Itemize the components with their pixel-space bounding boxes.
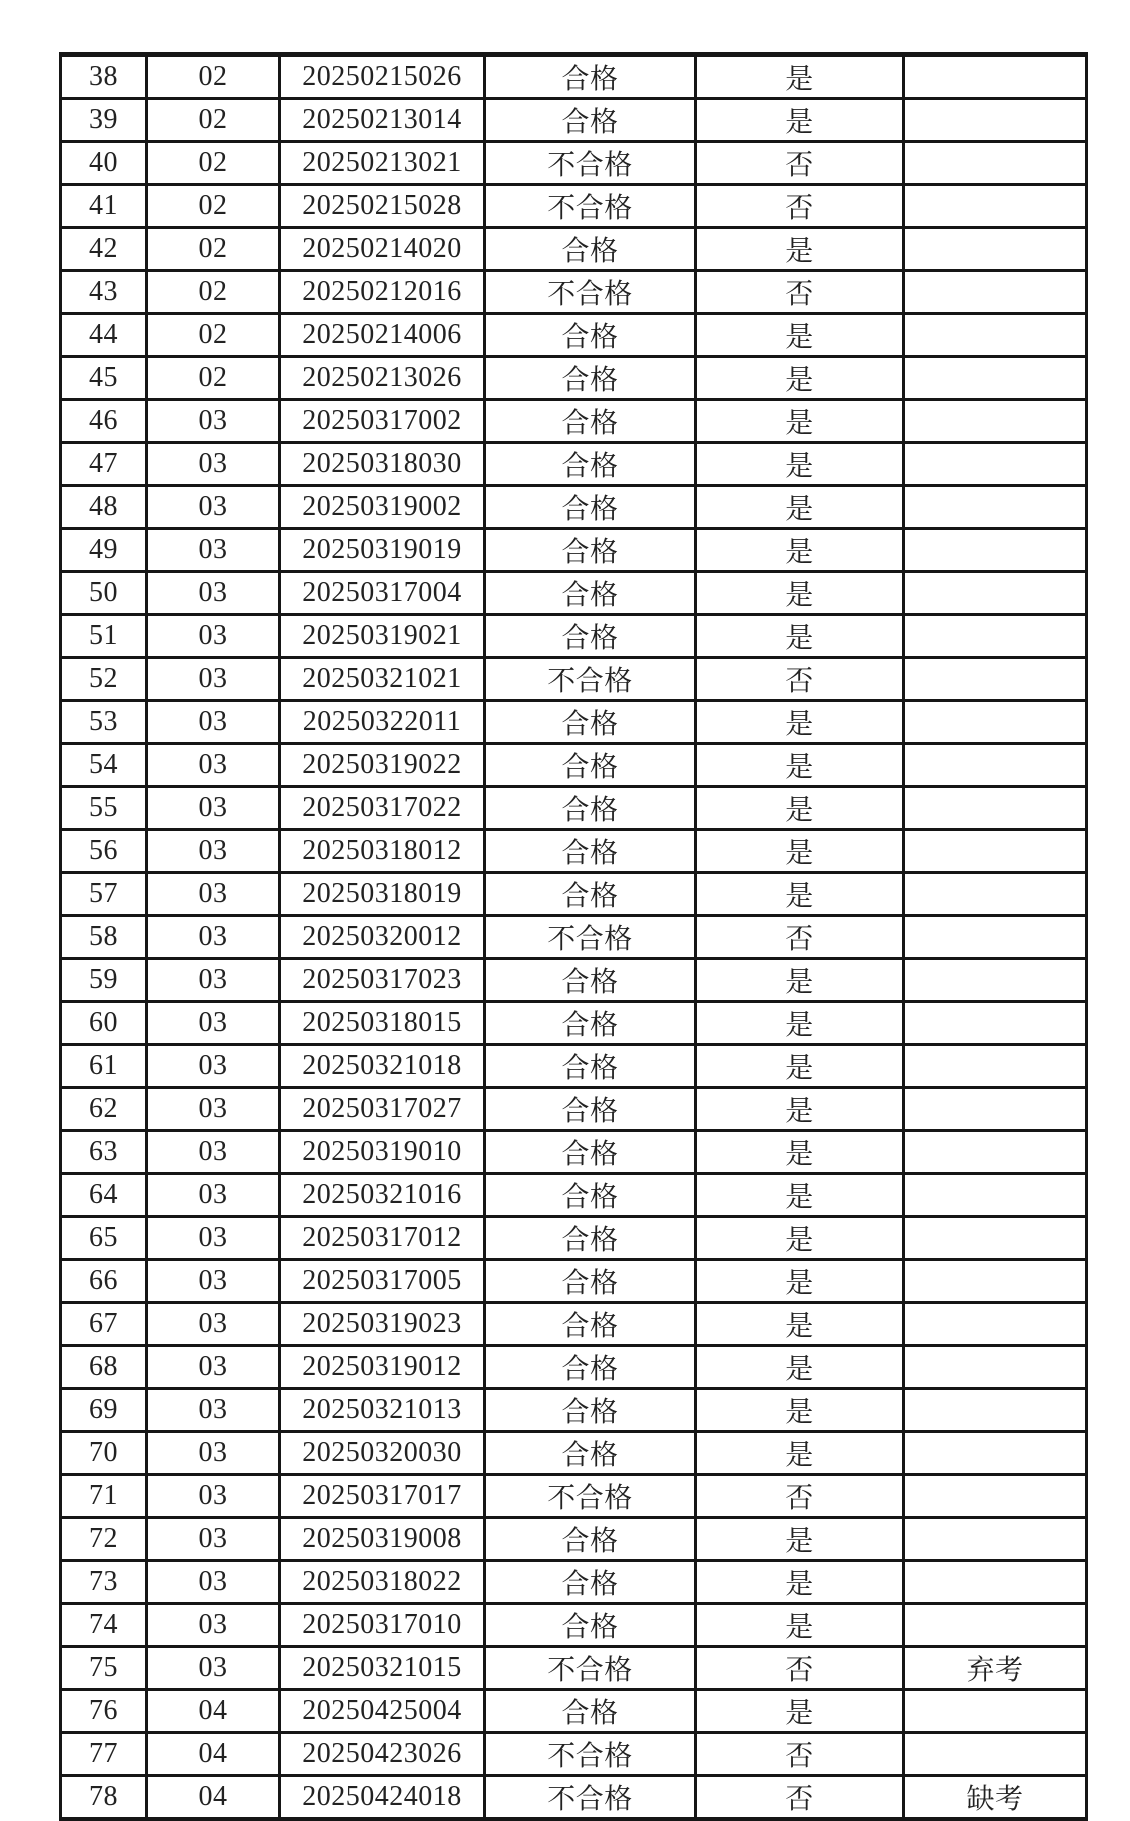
cell-index: 59 bbox=[61, 959, 147, 1002]
cell-exam-id: 20250215028 bbox=[280, 185, 485, 228]
cell-index: 72 bbox=[61, 1518, 147, 1561]
cell-index: 46 bbox=[61, 400, 147, 443]
cell-result: 合格 bbox=[485, 314, 696, 357]
cell-remark bbox=[904, 658, 1087, 701]
cell-group-code: 03 bbox=[147, 1303, 280, 1346]
cell-result: 合格 bbox=[485, 1217, 696, 1260]
cell-exam-id: 20250317012 bbox=[280, 1217, 485, 1260]
cell-group-code: 03 bbox=[147, 787, 280, 830]
cell-remark bbox=[904, 744, 1087, 787]
cell-result: 不合格 bbox=[485, 916, 696, 959]
cell-exam-id: 20250214006 bbox=[280, 314, 485, 357]
cell-qualified: 否 bbox=[696, 658, 904, 701]
cell-result: 合格 bbox=[485, 615, 696, 658]
cell-index: 77 bbox=[61, 1733, 147, 1776]
cell-qualified: 是 bbox=[696, 1346, 904, 1389]
cell-group-code: 03 bbox=[147, 1002, 280, 1045]
cell-exam-id: 20250319008 bbox=[280, 1518, 485, 1561]
cell-result: 合格 bbox=[485, 1518, 696, 1561]
cell-result: 合格 bbox=[485, 1432, 696, 1475]
cell-result: 合格 bbox=[485, 357, 696, 400]
cell-exam-id: 20250319022 bbox=[280, 744, 485, 787]
cell-remark bbox=[904, 1432, 1087, 1475]
cell-index: 60 bbox=[61, 1002, 147, 1045]
cell-index: 71 bbox=[61, 1475, 147, 1518]
cell-remark: 缺考 bbox=[904, 1776, 1087, 1820]
cell-group-code: 03 bbox=[147, 1045, 280, 1088]
cell-index: 45 bbox=[61, 357, 147, 400]
cell-qualified: 是 bbox=[696, 529, 904, 572]
cell-qualified: 是 bbox=[696, 1174, 904, 1217]
cell-qualified: 是 bbox=[696, 615, 904, 658]
cell-remark bbox=[904, 1733, 1087, 1776]
cell-group-code: 03 bbox=[147, 486, 280, 529]
cell-exam-id: 20250318012 bbox=[280, 830, 485, 873]
table-row bbox=[61, 99, 1087, 142]
cell-group-code: 03 bbox=[147, 400, 280, 443]
cell-exam-id: 20250213026 bbox=[280, 357, 485, 400]
cell-qualified: 是 bbox=[696, 959, 904, 1002]
cell-remark bbox=[904, 916, 1087, 959]
cell-qualified: 是 bbox=[696, 1131, 904, 1174]
cell-remark bbox=[904, 228, 1087, 271]
table-row bbox=[61, 1131, 1087, 1174]
cell-result: 合格 bbox=[485, 959, 696, 1002]
cell-result: 不合格 bbox=[485, 1776, 696, 1820]
table-row bbox=[61, 959, 1087, 1002]
cell-index: 55 bbox=[61, 787, 147, 830]
table-row bbox=[61, 1217, 1087, 1260]
cell-index: 66 bbox=[61, 1260, 147, 1303]
cell-result: 合格 bbox=[485, 1561, 696, 1604]
cell-index: 41 bbox=[61, 185, 147, 228]
cell-exam-id: 20250318030 bbox=[280, 443, 485, 486]
cell-remark bbox=[904, 1260, 1087, 1303]
cell-exam-id: 20250319023 bbox=[280, 1303, 485, 1346]
cell-qualified: 是 bbox=[696, 787, 904, 830]
cell-remark bbox=[904, 55, 1087, 99]
cell-index: 38 bbox=[61, 55, 147, 99]
cell-result: 合格 bbox=[485, 701, 696, 744]
results-table bbox=[59, 52, 1088, 1821]
cell-index: 70 bbox=[61, 1432, 147, 1475]
cell-result: 合格 bbox=[485, 787, 696, 830]
table-row bbox=[61, 228, 1087, 271]
cell-qualified: 是 bbox=[696, 1690, 904, 1733]
cell-remark bbox=[904, 1561, 1087, 1604]
cell-qualified: 是 bbox=[696, 1303, 904, 1346]
cell-result: 不合格 bbox=[485, 142, 696, 185]
cell-exam-id: 20250318019 bbox=[280, 873, 485, 916]
cell-qualified: 是 bbox=[696, 1217, 904, 1260]
cell-exam-id: 20250319021 bbox=[280, 615, 485, 658]
cell-index: 63 bbox=[61, 1131, 147, 1174]
cell-exam-id: 20250212016 bbox=[280, 271, 485, 314]
cell-exam-id: 20250319019 bbox=[280, 529, 485, 572]
table-row bbox=[61, 1647, 1087, 1690]
results-table-body bbox=[61, 55, 1087, 1820]
cell-remark bbox=[904, 1217, 1087, 1260]
cell-index: 69 bbox=[61, 1389, 147, 1432]
cell-remark bbox=[904, 615, 1087, 658]
cell-index: 51 bbox=[61, 615, 147, 658]
cell-remark bbox=[904, 271, 1087, 314]
cell-exam-id: 20250318015 bbox=[280, 1002, 485, 1045]
cell-index: 42 bbox=[61, 228, 147, 271]
cell-index: 58 bbox=[61, 916, 147, 959]
cell-group-code: 03 bbox=[147, 1260, 280, 1303]
cell-qualified: 是 bbox=[696, 1389, 904, 1432]
cell-qualified: 是 bbox=[696, 1561, 904, 1604]
cell-exam-id: 20250321016 bbox=[280, 1174, 485, 1217]
cell-group-code: 04 bbox=[147, 1690, 280, 1733]
cell-qualified: 否 bbox=[696, 185, 904, 228]
cell-group-code: 03 bbox=[147, 1432, 280, 1475]
cell-remark bbox=[904, 1604, 1087, 1647]
cell-remark bbox=[904, 1389, 1087, 1432]
cell-exam-id: 20250319002 bbox=[280, 486, 485, 529]
cell-remark bbox=[904, 1303, 1087, 1346]
cell-qualified: 是 bbox=[696, 744, 904, 787]
table-row bbox=[61, 1733, 1087, 1776]
cell-group-code: 02 bbox=[147, 357, 280, 400]
cell-exam-id: 20250317027 bbox=[280, 1088, 485, 1131]
cell-exam-id: 20250321021 bbox=[280, 658, 485, 701]
cell-group-code: 03 bbox=[147, 1346, 280, 1389]
cell-exam-id: 20250424018 bbox=[280, 1776, 485, 1820]
cell-qualified: 否 bbox=[696, 1733, 904, 1776]
cell-qualified: 是 bbox=[696, 1088, 904, 1131]
table-row bbox=[61, 185, 1087, 228]
cell-group-code: 03 bbox=[147, 1217, 280, 1260]
cell-qualified: 否 bbox=[696, 1475, 904, 1518]
cell-exam-id: 20250317017 bbox=[280, 1475, 485, 1518]
cell-result: 合格 bbox=[485, 55, 696, 99]
cell-exam-id: 20250213021 bbox=[280, 142, 485, 185]
cell-result: 不合格 bbox=[485, 271, 696, 314]
cell-exam-id: 20250215026 bbox=[280, 55, 485, 99]
cell-exam-id: 20250423026 bbox=[280, 1733, 485, 1776]
cell-group-code: 03 bbox=[147, 1518, 280, 1561]
table-row bbox=[61, 1346, 1087, 1389]
cell-group-code: 03 bbox=[147, 572, 280, 615]
cell-group-code: 02 bbox=[147, 314, 280, 357]
cell-result: 合格 bbox=[485, 400, 696, 443]
cell-result: 不合格 bbox=[485, 1733, 696, 1776]
cell-result: 合格 bbox=[485, 1174, 696, 1217]
cell-remark bbox=[904, 787, 1087, 830]
table-row bbox=[61, 357, 1087, 400]
cell-qualified: 否 bbox=[696, 142, 904, 185]
cell-remark bbox=[904, 830, 1087, 873]
cell-remark bbox=[904, 486, 1087, 529]
table-row bbox=[61, 1690, 1087, 1733]
cell-remark bbox=[904, 959, 1087, 1002]
cell-index: 47 bbox=[61, 443, 147, 486]
table-row bbox=[61, 744, 1087, 787]
cell-result: 合格 bbox=[485, 744, 696, 787]
cell-index: 73 bbox=[61, 1561, 147, 1604]
table-row bbox=[61, 1088, 1087, 1131]
cell-result: 不合格 bbox=[485, 658, 696, 701]
cell-group-code: 02 bbox=[147, 55, 280, 99]
cell-remark bbox=[904, 314, 1087, 357]
cell-remark bbox=[904, 701, 1087, 744]
cell-index: 43 bbox=[61, 271, 147, 314]
cell-qualified: 是 bbox=[696, 1045, 904, 1088]
table-row bbox=[61, 1045, 1087, 1088]
cell-qualified: 是 bbox=[696, 55, 904, 99]
table-row bbox=[61, 1303, 1087, 1346]
cell-qualified: 是 bbox=[696, 572, 904, 615]
cell-index: 64 bbox=[61, 1174, 147, 1217]
cell-group-code: 02 bbox=[147, 142, 280, 185]
table-row bbox=[61, 787, 1087, 830]
cell-qualified: 是 bbox=[696, 1432, 904, 1475]
cell-qualified: 是 bbox=[696, 701, 904, 744]
cell-result: 合格 bbox=[485, 1045, 696, 1088]
table-row bbox=[61, 873, 1087, 916]
cell-exam-id: 20250213014 bbox=[280, 99, 485, 142]
cell-group-code: 02 bbox=[147, 99, 280, 142]
cell-result: 合格 bbox=[485, 1389, 696, 1432]
cell-result: 合格 bbox=[485, 99, 696, 142]
cell-result: 合格 bbox=[485, 873, 696, 916]
cell-group-code: 03 bbox=[147, 1604, 280, 1647]
cell-qualified: 是 bbox=[696, 357, 904, 400]
cell-index: 75 bbox=[61, 1647, 147, 1690]
cell-index: 74 bbox=[61, 1604, 147, 1647]
cell-result: 合格 bbox=[485, 1131, 696, 1174]
table-row bbox=[61, 1475, 1087, 1518]
cell-qualified: 否 bbox=[696, 916, 904, 959]
cell-index: 53 bbox=[61, 701, 147, 744]
cell-exam-id: 20250320012 bbox=[280, 916, 485, 959]
table-row bbox=[61, 701, 1087, 744]
cell-remark bbox=[904, 1131, 1087, 1174]
cell-index: 56 bbox=[61, 830, 147, 873]
cell-group-code: 02 bbox=[147, 185, 280, 228]
table-row bbox=[61, 55, 1087, 99]
table-row bbox=[61, 615, 1087, 658]
cell-group-code: 03 bbox=[147, 658, 280, 701]
cell-remark bbox=[904, 1045, 1087, 1088]
table-row bbox=[61, 1561, 1087, 1604]
cell-result: 不合格 bbox=[485, 1475, 696, 1518]
table-row bbox=[61, 443, 1087, 486]
cell-exam-id: 20250322011 bbox=[280, 701, 485, 744]
cell-index: 57 bbox=[61, 873, 147, 916]
cell-group-code: 03 bbox=[147, 1389, 280, 1432]
cell-group-code: 02 bbox=[147, 271, 280, 314]
cell-remark bbox=[904, 443, 1087, 486]
table-row bbox=[61, 1389, 1087, 1432]
cell-qualified: 是 bbox=[696, 1518, 904, 1561]
table-row bbox=[61, 271, 1087, 314]
cell-qualified: 是 bbox=[696, 1260, 904, 1303]
cell-remark bbox=[904, 185, 1087, 228]
cell-group-code: 03 bbox=[147, 959, 280, 1002]
cell-exam-id: 20250319012 bbox=[280, 1346, 485, 1389]
cell-group-code: 03 bbox=[147, 916, 280, 959]
table-row bbox=[61, 486, 1087, 529]
cell-group-code: 03 bbox=[147, 529, 280, 572]
cell-index: 76 bbox=[61, 1690, 147, 1733]
cell-qualified: 是 bbox=[696, 228, 904, 271]
cell-exam-id: 20250318022 bbox=[280, 1561, 485, 1604]
cell-qualified: 是 bbox=[696, 443, 904, 486]
cell-exam-id: 20250317023 bbox=[280, 959, 485, 1002]
cell-index: 52 bbox=[61, 658, 147, 701]
cell-result: 合格 bbox=[485, 1002, 696, 1045]
table-row bbox=[61, 658, 1087, 701]
table-row bbox=[61, 1260, 1087, 1303]
cell-qualified: 否 bbox=[696, 1647, 904, 1690]
table-row bbox=[61, 1174, 1087, 1217]
cell-index: 50 bbox=[61, 572, 147, 615]
cell-remark: 弃考 bbox=[904, 1647, 1087, 1690]
table-row bbox=[61, 1432, 1087, 1475]
cell-exam-id: 20250317002 bbox=[280, 400, 485, 443]
cell-qualified: 是 bbox=[696, 1604, 904, 1647]
table-row bbox=[61, 830, 1087, 873]
cell-group-code: 03 bbox=[147, 1647, 280, 1690]
cell-index: 44 bbox=[61, 314, 147, 357]
cell-exam-id: 20250320030 bbox=[280, 1432, 485, 1475]
cell-index: 78 bbox=[61, 1776, 147, 1820]
table-row bbox=[61, 314, 1087, 357]
cell-index: 65 bbox=[61, 1217, 147, 1260]
cell-group-code: 03 bbox=[147, 443, 280, 486]
cell-result: 合格 bbox=[485, 529, 696, 572]
table-row bbox=[61, 1776, 1087, 1820]
cell-index: 67 bbox=[61, 1303, 147, 1346]
cell-qualified: 是 bbox=[696, 486, 904, 529]
cell-group-code: 03 bbox=[147, 615, 280, 658]
cell-group-code: 03 bbox=[147, 701, 280, 744]
table-row bbox=[61, 572, 1087, 615]
cell-index: 54 bbox=[61, 744, 147, 787]
cell-remark bbox=[904, 357, 1087, 400]
cell-remark bbox=[904, 1088, 1087, 1131]
cell-exam-id: 20250321018 bbox=[280, 1045, 485, 1088]
cell-remark bbox=[904, 142, 1087, 185]
cell-index: 48 bbox=[61, 486, 147, 529]
cell-result: 合格 bbox=[485, 830, 696, 873]
cell-index: 49 bbox=[61, 529, 147, 572]
cell-result: 合格 bbox=[485, 443, 696, 486]
cell-result: 合格 bbox=[485, 1088, 696, 1131]
cell-group-code: 03 bbox=[147, 1475, 280, 1518]
cell-exam-id: 20250321015 bbox=[280, 1647, 485, 1690]
cell-result: 不合格 bbox=[485, 185, 696, 228]
cell-qualified: 是 bbox=[696, 314, 904, 357]
cell-exam-id: 20250425004 bbox=[280, 1690, 485, 1733]
cell-qualified: 是 bbox=[696, 1002, 904, 1045]
cell-exam-id: 20250317004 bbox=[280, 572, 485, 615]
cell-remark bbox=[904, 99, 1087, 142]
cell-result: 不合格 bbox=[485, 1647, 696, 1690]
cell-remark bbox=[904, 873, 1087, 916]
cell-result: 合格 bbox=[485, 1346, 696, 1389]
cell-index: 68 bbox=[61, 1346, 147, 1389]
cell-qualified: 是 bbox=[696, 830, 904, 873]
cell-group-code: 03 bbox=[147, 1174, 280, 1217]
cell-remark bbox=[904, 400, 1087, 443]
table-row bbox=[61, 400, 1087, 443]
cell-qualified: 是 bbox=[696, 99, 904, 142]
cell-remark bbox=[904, 1002, 1087, 1045]
cell-group-code: 03 bbox=[147, 1131, 280, 1174]
cell-group-code: 03 bbox=[147, 1561, 280, 1604]
cell-group-code: 03 bbox=[147, 1088, 280, 1131]
table-row bbox=[61, 1002, 1087, 1045]
cell-result: 合格 bbox=[485, 1604, 696, 1647]
cell-result: 合格 bbox=[485, 228, 696, 271]
table-row bbox=[61, 1518, 1087, 1561]
cell-exam-id: 20250319010 bbox=[280, 1131, 485, 1174]
table-row bbox=[61, 916, 1087, 959]
cell-result: 合格 bbox=[485, 1303, 696, 1346]
cell-group-code: 04 bbox=[147, 1776, 280, 1820]
cell-index: 62 bbox=[61, 1088, 147, 1131]
cell-group-code: 03 bbox=[147, 873, 280, 916]
cell-remark bbox=[904, 1346, 1087, 1389]
cell-index: 61 bbox=[61, 1045, 147, 1088]
cell-exam-id: 20250317010 bbox=[280, 1604, 485, 1647]
cell-exam-id: 20250321013 bbox=[280, 1389, 485, 1432]
cell-remark bbox=[904, 572, 1087, 615]
cell-result: 合格 bbox=[485, 486, 696, 529]
cell-index: 39 bbox=[61, 99, 147, 142]
cell-result: 合格 bbox=[485, 1690, 696, 1733]
cell-result: 合格 bbox=[485, 572, 696, 615]
cell-qualified: 是 bbox=[696, 400, 904, 443]
cell-index: 40 bbox=[61, 142, 147, 185]
cell-exam-id: 20250214020 bbox=[280, 228, 485, 271]
cell-group-code: 03 bbox=[147, 830, 280, 873]
cell-remark bbox=[904, 1690, 1087, 1733]
cell-exam-id: 20250317022 bbox=[280, 787, 485, 830]
cell-remark bbox=[904, 1174, 1087, 1217]
cell-group-code: 02 bbox=[147, 228, 280, 271]
cell-qualified: 是 bbox=[696, 873, 904, 916]
table-row bbox=[61, 529, 1087, 572]
cell-remark bbox=[904, 1475, 1087, 1518]
cell-remark bbox=[904, 529, 1087, 572]
cell-qualified: 否 bbox=[696, 1776, 904, 1820]
cell-result: 合格 bbox=[485, 1260, 696, 1303]
cell-group-code: 04 bbox=[147, 1733, 280, 1776]
cell-exam-id: 20250317005 bbox=[280, 1260, 485, 1303]
table-row bbox=[61, 142, 1087, 185]
cell-remark bbox=[904, 1518, 1087, 1561]
cell-qualified: 否 bbox=[696, 271, 904, 314]
cell-group-code: 03 bbox=[147, 744, 280, 787]
table-row bbox=[61, 1604, 1087, 1647]
